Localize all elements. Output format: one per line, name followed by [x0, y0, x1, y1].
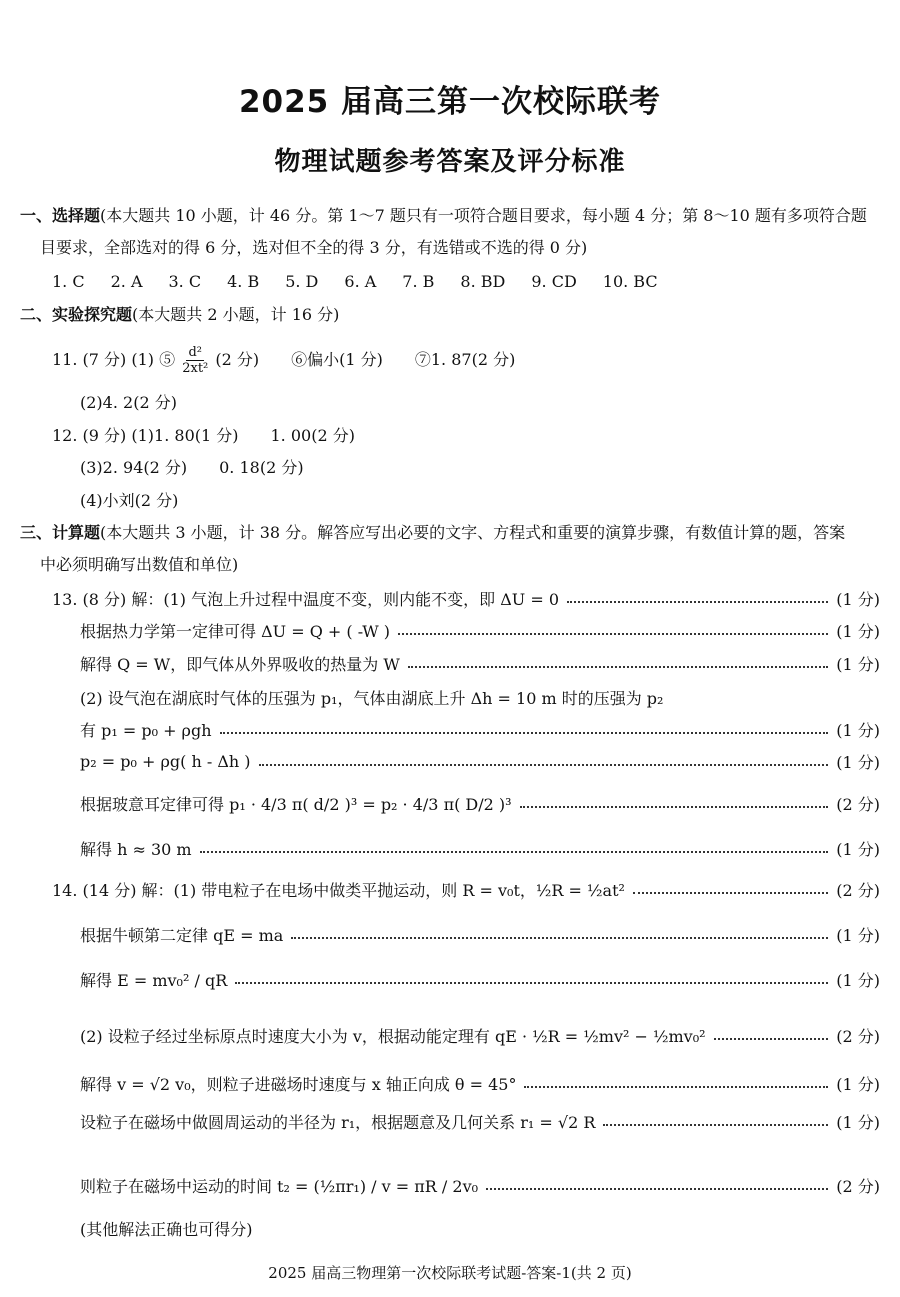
leader-dots	[408, 666, 828, 668]
choice-answer: 5. D	[285, 272, 319, 291]
q13-row-score: (1 分)	[836, 621, 880, 641]
q14-row	[52, 876, 880, 902]
q14-row-score: (1 分)	[836, 1112, 880, 1132]
page-footer: 2025 届高三物理第一次校际联考试题-答案-1(共 2 页)	[268, 1264, 632, 1282]
q11-line-1	[52, 345, 515, 376]
q11-suffix: (2 分) ⑥偏小(1 分) ⑦1. 87(2 分)	[215, 350, 516, 369]
leader-dots	[714, 1038, 829, 1040]
leader-dots	[520, 806, 829, 808]
q14-row	[80, 1172, 880, 1198]
choice-answer: 8. BD	[460, 272, 506, 291]
q13-row-text: 13. (8 分) 解：(1) 气泡上升过程中温度不变，则内能不变，即 ΔU = 0	[52, 589, 560, 609]
leader-dots	[633, 892, 828, 894]
q14-row-score: (1 分)	[836, 925, 880, 945]
q11-fraction-num: d²	[188, 345, 203, 360]
q11-fraction	[182, 345, 208, 376]
leader-dots	[567, 601, 828, 603]
q14-row-text: 则粒子在磁场中运动的时间 t₂ = (½πr₁) / v = πR / 2v₀	[80, 1176, 479, 1196]
q14-row-score: (2 分)	[836, 1026, 880, 1046]
section2-heading: 二、实验探究题	[20, 305, 133, 324]
q14-row	[80, 1022, 880, 1048]
q13-row	[80, 790, 880, 816]
leader-dots	[398, 633, 828, 635]
section1-intro	[20, 206, 867, 226]
section3-text-2: 中必须明确写出数值和单位)	[40, 555, 239, 574]
section2-text: (本大题共 2 小题，计 16 分)	[132, 305, 340, 324]
choice-answer: 6. A	[344, 272, 377, 291]
q11-fraction-den: 2xt²	[182, 361, 209, 376]
section3-intro	[20, 523, 845, 543]
leader-dots	[603, 1124, 828, 1126]
q14-row-text: 设粒子在磁场中做圆周运动的半径为 r₁，根据题意及几何关系 r₁ = √2 R	[80, 1112, 596, 1132]
q12-line-1: 12. (9 分) (1)1. 80(1 分) 1. 00(2 分)	[52, 426, 355, 445]
leader-dots	[200, 851, 829, 853]
choice-answer: 10. BC	[602, 272, 658, 291]
q13-row-text: 根据玻意耳定律可得 p₁ · 4/3 π( d/2 )³ = p₂ · 4/3 π( D/2 )³	[80, 794, 512, 814]
q14-row	[80, 1070, 880, 1096]
q13-row-score: (1 分)	[836, 752, 880, 772]
q13-row	[80, 617, 880, 643]
q12-line-2: (3)2. 94(2 分) 0. 18(2 分)	[80, 458, 304, 477]
q11-prefix: 11. (7 分) (1) ⑤	[52, 350, 176, 369]
q14-row-text: 根据牛顿第二定律 qE = ma	[80, 925, 284, 945]
section2-intro	[20, 305, 339, 325]
q14-row	[80, 1108, 880, 1134]
q14-row-text: 14. (14 分) 解：(1) 带电粒子在电场中做类平抛运动，则 R = v₀t，½R = ½at²	[52, 880, 625, 900]
section3-heading: 三、计算题	[20, 523, 101, 542]
q14-row-score: (1 分)	[836, 1074, 880, 1094]
section1-heading: 一、选择题	[20, 206, 101, 225]
q13-row-score: (1 分)	[836, 839, 880, 859]
q14-row	[80, 966, 880, 992]
choice-answers	[52, 272, 684, 291]
q13-row-score: (1 分)	[836, 589, 880, 609]
choice-answer: 2. A	[110, 272, 143, 291]
q11-line-2: (2)4. 2(2 分)	[80, 393, 177, 412]
q14-row-score: (1 分)	[836, 970, 880, 990]
q12-line-3: (4)小刘(2 分)	[80, 491, 179, 510]
q13-row-score: (1 分)	[836, 654, 880, 674]
section1-text-1: (本大题共 10 小题，计 46 分。第 1～7 题只有一项符合题目要求，每小题 4 分；第 8～10 题有多项符合题	[100, 206, 867, 225]
q13-row	[80, 650, 880, 676]
leader-dots	[486, 1188, 828, 1190]
choice-answer: 7. B	[402, 272, 435, 291]
leader-dots	[259, 764, 829, 766]
leader-dots	[291, 937, 828, 939]
q13-row-score: (2 分)	[836, 794, 880, 814]
exam-title: 2025 届高三第一次校际联考	[238, 84, 662, 120]
q13-row	[52, 585, 880, 611]
q13-row-text: 解得 h ≈ 30 m	[80, 839, 192, 859]
q13-row	[80, 684, 880, 710]
alternative-solution-note: (其他解法正确也可得分)	[80, 1220, 253, 1239]
q13-row-text: (2) 设气泡在湖底时气体的压强为 p₁，气体由湖底上升 Δh = 10 m 时的压强为 p₂	[80, 688, 664, 708]
choice-answer: 3. C	[168, 272, 202, 291]
choice-answer: 4. B	[227, 272, 260, 291]
q14-row-text: 解得 v = √2 v₀，则粒子进磁场时速度与 x 轴正向成 θ = 45°	[80, 1074, 517, 1094]
q13-row-text: 有 p₁ = p₀ + ρgh	[80, 720, 212, 740]
section1-text-2: 目要求，全部选对的得 6 分，选对但不全的得 3 分，有选错或不选的得 0 分)	[40, 238, 588, 257]
q14-row-text: (2) 设粒子经过坐标原点时速度大小为 v，根据动能定理有 qE · ½R = ½mv² − ½mv₀²	[80, 1026, 706, 1046]
q13-row	[80, 748, 880, 774]
q13-row-text: p₂ = p₀ + ρg( h - Δh )	[80, 751, 251, 771]
q14-row-text: 解得 E = mv₀² / qR	[80, 970, 228, 990]
leader-dots	[220, 732, 829, 734]
q13-row-text: 解得 Q = W，即气体从外界吸收的热量为 W	[80, 654, 400, 674]
q13-row	[80, 716, 880, 742]
choice-answer: 1. C	[52, 272, 85, 291]
q13-row	[80, 835, 880, 861]
q14-row-score: (2 分)	[836, 1176, 880, 1196]
q14-row	[80, 921, 880, 947]
q13-row-text: 根据热力学第一定律可得 ΔU = Q + ( -W )	[80, 621, 391, 641]
leader-dots	[524, 1086, 828, 1088]
section3-text-1: (本大题共 3 小题，计 38 分。解答应写出必要的文字、方程式和重要的演算步骤，有数值计算的题，答案	[100, 523, 846, 542]
choice-answer: 9. CD	[531, 272, 577, 291]
leader-dots	[235, 982, 828, 984]
q13-row-score: (1 分)	[836, 720, 880, 740]
q14-row-score: (2 分)	[836, 880, 880, 900]
exam-subtitle: 物理试题参考答案及评分标准	[274, 147, 626, 177]
